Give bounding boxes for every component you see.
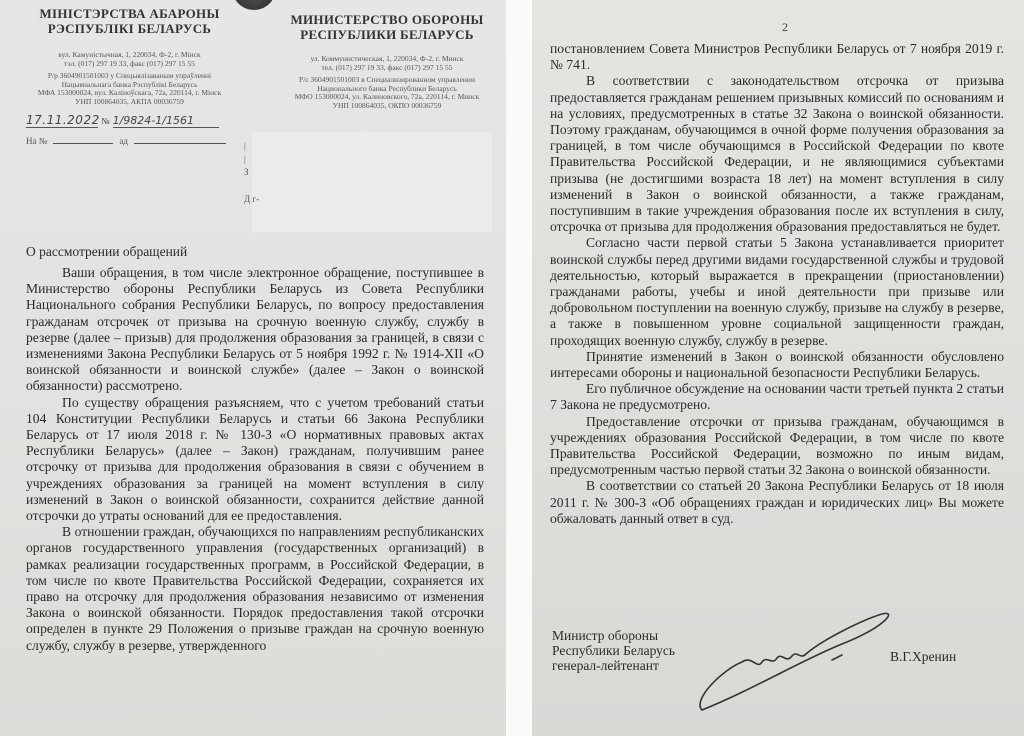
body-paragraph: В соответствии со статьей 20 Закона Республики Беларусь от 18 июля 2011 г. № 300-З «Об обращениях граждан и юридических лиц» Вы можете обжаловать данный ответ в суд. (550, 478, 1004, 526)
body-paragraph: постановлением Совета Министров Республики Беларусь от 7 ноября 2019 г. № 741. (550, 41, 1004, 73)
letterhead-russian (272, 12, 502, 110)
letterhead-address-line2: тэл. (017) 297 19 33, факс (017) 297 15 55 (64, 58, 195, 68)
letter-page-1 (0, 0, 506, 736)
signatory-position-line3: генерал-лейтенант (552, 658, 659, 673)
redacted-addressee-area (252, 132, 492, 232)
letterhead-title-line1: МИНИСТЕРСТВО ОБОРОНЫ (290, 12, 484, 27)
body-paragraph: Его публичное обсуждение на основании части третьей пункта 2 статьи 7 Закона не предусмотрено. (550, 381, 1004, 413)
letter-body-page2 (550, 41, 1004, 527)
registration-date: 17.11.2022 (26, 113, 100, 127)
letterhead-address-line1: вул. Камуністычная, 1, 220034, Ф-2, г. Мінск (58, 50, 201, 59)
registration-number: 1/9824-1/1561 (113, 114, 219, 128)
letter-body-page1 (26, 265, 484, 654)
body-paragraph: В соответствии с законодательством отсрочка от призыва предоставляется гражданам решением призывных комиссий по основаниям и на условиях, предусмотренных в статье 32 Закона о воинской обязанности. Поэтому гражданам, обучающимся в очной форме получения образования за границей, в том числе обучающимся в Российской Федерации по квоте Правительства Российской Федерации, и не являющимися субъектами призыва (не достигшими возраста 18 лет) на момент вступления в силу изменений в Закон о воинской обязанности, а также гражданам, поступившим в такие учреждения образования после их вступления в силу, отсрочка от призыва для продолжения образования предоставляться не будет. (550, 73, 1004, 235)
letterhead-bank-line1: Р/с 3604901501003 в Специализированном управлении (299, 75, 475, 84)
letter-page-2 (532, 0, 1024, 736)
addressee-fragments (244, 140, 259, 206)
body-paragraph: Согласно части первой статьи 5 Закона устанавливается приоритет воинской службы перед другими видами государственной службы и трудовой деятельностью, который выражается в прекращении (приостановлении) гражданами работы, учебы и иной деятельности при призыве или добровольном поступлении на военную службу, призыве на службу в резерве, а также в повышенном уровне социальной защищенности граждан, проходящих военную службу, службу в резерве. (550, 235, 1004, 348)
letterhead-bank-line3: МФА 153000024, вул. Калінoўскага, 72а, 220114, г. Мінск (37, 88, 222, 97)
reference-label: На № (26, 136, 48, 146)
addressee-fragment: Д г- (244, 194, 260, 204)
reference-number-blank (53, 143, 113, 144)
addressee-fragment: | (244, 141, 246, 151)
letter-subject: О рассмотрении обращений (26, 244, 188, 259)
letterhead-title-line2: РЕСПУБЛИКИ БЕЛАРУСЬ (300, 27, 474, 42)
letterhead-address-line1: ул. Коммунистическая, 1, 220034, Ф-2, г. Минск (310, 54, 464, 63)
letterhead-bank-line2: Нацыянальнага банка Рэспублікі Беларусь (61, 79, 198, 89)
signatory-name: В.Г.Хренин (890, 649, 957, 664)
letterhead-bank-line2: Национального банка Республики Беларусь (317, 83, 457, 93)
letterhead-bank-line1: Р/р 3604901501003 у Спецыялізаваным упраўленні (47, 71, 212, 80)
letterhead-belarusian (22, 6, 237, 106)
signatory-position-line1: Министр обороны (552, 628, 659, 643)
reference-from-label: ад (119, 136, 128, 146)
registration-line (26, 112, 226, 128)
signatory-position-line2: Республики Беларусь (552, 643, 676, 658)
body-paragraph: Ваши обращения, в том числе электронное обращение, поступившее в Министерство обороны Республики Беларусь из Совета Республики Национального собрания Республики Беларусь, по вопросу предоставления гражданам отсрочек от призыва на срочную военную службу, службу в резерве (далее – призыв) для продолжения образования за границей, в связи с изменениями Закона Республики Беларусь от 5 ноября 1992 г. № 1914-XII «О воинской обязанности и воинской службе» (далее – Закон о воинской обязанности) рассмотрено. (26, 265, 484, 394)
body-paragraph: Принятие изменений в Закон о воинской обязанности обусловлено интересами обороны и национальной безопасности Республики Беларусь. (550, 348, 1004, 381)
page-number: 2 (782, 20, 788, 34)
signatory-position (552, 628, 675, 673)
addressee-fragment: | (244, 154, 246, 164)
letterhead-bank-line4: УНП 100864035, ОКПО 00036759 (332, 100, 442, 110)
registration-number-label: № (101, 116, 110, 126)
body-paragraph: Предоставление отсрочки от призыва гражданам, обучающимся в учреждениях образования Российской Федерации, в том числе по квоте Правительства Российской Федерации, возможно по иным видам, предусмотренным частью первой статьи 32 Закона о воинской обязанности. (550, 413, 1004, 478)
reference-date-blank (134, 143, 226, 144)
reference-line (26, 136, 226, 146)
state-emblem-icon (232, 0, 276, 10)
letterhead-bank-line3: МФО 153000024, ул. Калиновского, 72а, 220114, г. Минск (294, 92, 480, 101)
letterhead-title-line2: РЭСПУБЛІКІ БЕЛАРУСЬ (47, 21, 212, 36)
letterhead-title-line1: МІНІСТЭРСТВА АБАРОНЫ (39, 6, 220, 21)
body-paragraph: В отношении граждан, обучающихся по направлениям республиканских органов государственного управления (государственных организаций) в рамках реализации государственных программ, в Российской Федерации, в том числе по квоте Правительства Российской Федерации, сохраняется их право на отсрочку для продолжения образования независимо от изменения Закона о воинской обязанности. Порядок предоставления такой отсрочки определен в пункте 29 Положения о призыве граждан на срочную военную службу, службу в резерве, утвержденного (26, 524, 484, 653)
letterhead-address-line2: тел. (017) 297 19 33, факс (017) 297 15 55 (321, 62, 453, 72)
body-paragraph: По существу обращения разъясняем, что с учетом требований статьи 104 Конституции Республики Беларусь и статьи 66 Закона Республики Беларусь от 17 июля 2018 г. № 130-З «О нормативных правовых актах Республики Беларусь» (далее – Закон) гражданам, получившим ранее отсрочку от призыва для продолжения образования в связи с обучением в учреждениях образования за границей на момент вступления в силу изменений в Закон о воинской обязанности, сохранится действие данной отсрочки до утраты оснований для ее предоставления. (26, 394, 484, 524)
page-gap (506, 0, 532, 736)
addressee-fragment: З (244, 167, 249, 177)
handwritten-signature-icon (682, 600, 912, 720)
letterhead-bank-line4: УНП 100864035, АКПА 00036759 (75, 96, 184, 106)
